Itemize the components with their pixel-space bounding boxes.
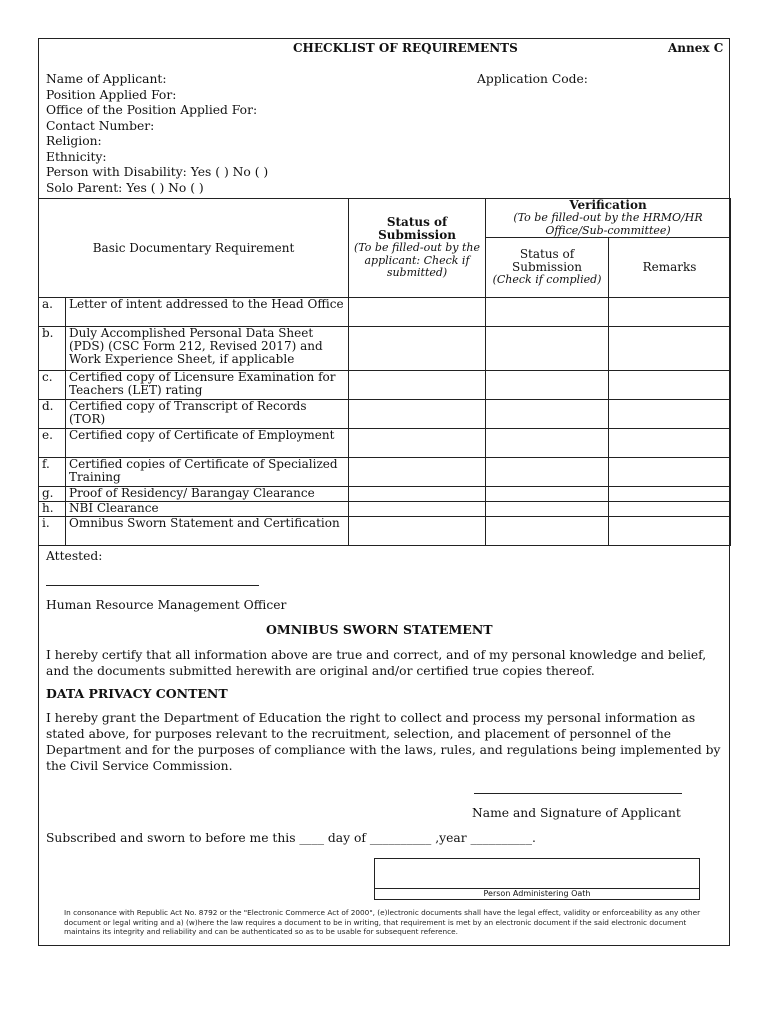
oath-label: Person Administering Oath [375,888,699,899]
office-label: Office of the Position Applied For: [46,103,258,117]
row-letter: f. [39,458,66,487]
row-requirement: Letter of intent addressed to the Head Office [66,298,349,327]
remarks-cell[interactable] [609,429,731,458]
row-letter: d. [39,400,66,429]
row-letter: h. [39,502,66,517]
contact-label: Contact Number: [46,118,155,133]
row-requirement: Certified copy of Certificate of Employment [66,429,349,458]
header-remarks: Remarks [609,238,731,298]
status-cell[interactable] [349,298,486,327]
verification-cell[interactable] [486,298,609,327]
religion-label: Religion: [46,134,102,148]
status-cell[interactable] [349,517,486,546]
hrmo-label: Human Resource Management Officer [46,598,287,612]
verification-cell[interactable] [486,487,609,502]
verification-cell[interactable] [486,371,609,400]
row-letter: i. [39,517,66,546]
applicant-name-label: Name of Applicant: [46,72,167,86]
header-requirement: Basic Documentary Requirement [39,199,349,298]
remarks-cell[interactable] [609,298,731,327]
verification-cell[interactable] [486,327,609,371]
attested-signature-line[interactable] [46,585,259,586]
header-verification-note: (To be filled-out by the HRMO/HR Office/Sub-committee) [513,211,703,237]
header-status [349,199,486,298]
position-label: Position Applied For: [46,87,177,102]
annex-label: Annex C [668,41,724,55]
status-cell[interactable] [349,429,486,458]
row-requirement: Certified copies of Certificate of Specialized Training [66,458,349,487]
header-status-title: Status of Submission [378,215,456,243]
status-cell[interactable] [349,502,486,517]
row-requirement: Proof of Residency/ Barangay Clearance [66,487,349,502]
status-cell[interactable] [349,327,486,371]
oath-box[interactable] [374,858,700,900]
table-row [39,458,731,487]
signature-label: Name and Signature of Applicant [472,806,681,820]
remarks-cell[interactable] [609,400,731,429]
verification-cell[interactable] [486,517,609,546]
remarks-cell[interactable] [609,487,731,502]
privacy-title: DATA PRIVACY CONTENT [46,686,228,701]
verification-cell[interactable] [486,458,609,487]
header-ver-status-note: (Check if complied) [492,273,602,287]
header-ver-status-title: Status of Submission [512,247,582,275]
status-cell[interactable] [349,487,486,502]
row-requirement: NBI Clearance [66,502,349,517]
header-verification [486,199,731,238]
row-requirement: Omnibus Sworn Statement and Certification [66,517,349,546]
subscribed-text: Subscribed and sworn to before me this ____ day of __________ ,year __________. [46,831,536,845]
table-row [39,298,731,327]
remarks-cell[interactable] [609,517,731,546]
remarks-cell[interactable] [609,502,731,517]
table-row [39,327,731,371]
remarks-cell[interactable] [609,458,731,487]
table-row [39,502,731,517]
table-row [39,400,731,429]
sworn-title: OMNIBUS SWORN STATEMENT [266,622,493,637]
sworn-text: I hereby certify that all information above are true and correct, and of my personal knowledge and belief, and the documents submitted herewith are original and/or certified true copies thereof. [46,648,707,678]
table-row [39,429,731,458]
row-requirement: Certified copy of Licensure Examination for Teachers (LET) rating [66,371,349,400]
status-cell[interactable] [349,400,486,429]
row-letter: b. [39,327,66,371]
row-requirement: Duly Accomplished Personal Data Sheet (PDS) (CSC Form 212, Revised 2017) and Work Experience Sheet, if applicable [66,327,349,371]
header-ver-status [486,238,609,298]
verification-cell[interactable] [486,429,609,458]
application-code-label: Application Code: [477,72,588,86]
status-cell[interactable] [349,371,486,400]
footnote: In consonance with Republic Act No. 8792 or the "Electronic Commerce Act of 2000", (e)lectronic documents shall have the legal effect, validity or enforceability as any other document or legal writing and a) (w)here the law requires a document to be in writing, that requirement is met by an electronic document if the said electronic document maintains its integrity and reliability and can be authenticated so as to be usable for subsequent reference. [64,908,701,936]
requirements-table [38,198,731,546]
table-row [39,487,731,502]
table-row [39,517,731,546]
verification-cell[interactable] [486,400,609,429]
page-title: CHECKLIST OF REQUIREMENTS [293,41,518,55]
header-status-note: (To be filled-out by the applicant: Check if submitted) [354,241,480,280]
solo-parent-label: Solo Parent: Yes ( ) No ( ) [46,180,204,195]
status-cell[interactable] [349,458,486,487]
verification-cell[interactable] [486,502,609,517]
header-verification-title: Verification [569,198,647,212]
privacy-text: I hereby grant the Department of Education the right to collect and process my personal information as stated above, for purposes relevant to the recruitment, selection, and placement of personnel of the Department and for the purposes of compliance with the laws, rules, and regulations being implemented by the Civil Service Commission. [46,711,721,773]
row-letter: e. [39,429,66,458]
row-letter: g. [39,487,66,502]
table-row [39,371,731,400]
remarks-cell[interactable] [609,371,731,400]
remarks-cell[interactable] [609,327,731,371]
ethnicity-label: Ethnicity: [46,149,107,164]
row-letter: a. [39,298,66,327]
row-letter: c. [39,371,66,400]
attested-label: Attested: [46,549,103,563]
pwd-label: Person with Disability: Yes ( ) No ( ) [46,165,269,179]
applicant-signature-line[interactable] [474,793,682,794]
row-requirement: Certified copy of Transcript of Records (TOR) [66,400,349,429]
